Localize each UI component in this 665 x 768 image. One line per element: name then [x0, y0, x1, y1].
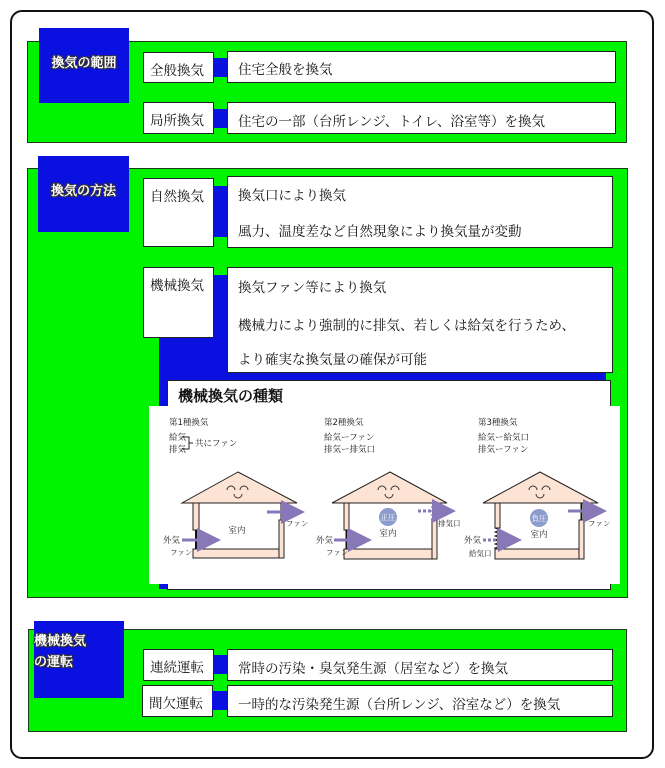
svg-text:排気: 排気 [169, 445, 187, 455]
description-line: 換気ファン等により換気 [238, 280, 387, 296]
mechanical-types-title: 機械換気の種類 [178, 387, 284, 405]
svg-text:ファン: ファン [170, 548, 193, 557]
svg-text:給気口: 給気口 [469, 549, 492, 558]
operation-description-intermittent: 一時的な汚染発生源（台所レンジ、浴室など）を換気 [227, 685, 613, 717]
house-type3-icon [464, 472, 610, 559]
connector [213, 186, 228, 237]
scope-description-general: 住宅全般を換気 [227, 51, 616, 83]
method-label-natural: 自然換気 [143, 178, 214, 247]
ventilation-types-diagram [149, 406, 620, 584]
svg-text:負圧: 負圧 [531, 514, 547, 523]
type1-header [169, 417, 237, 455]
scope-label-general: 全般換気 [143, 52, 214, 83]
operation-label-intermittent: 間欠運転 [142, 685, 213, 717]
svg-text:ファン: ファン [326, 548, 349, 557]
svg-text:室内: 室内 [530, 530, 548, 540]
connector [213, 655, 228, 674]
type2-header [324, 417, 375, 455]
operation-title-line2: の運転 [34, 655, 74, 670]
svg-text:外気: 外気 [162, 536, 180, 546]
description-line: 機械力により強制的に排気、若しくは給気を行うため、 [238, 318, 575, 334]
svg-text:給気: 給気 [169, 433, 187, 443]
svg-text:第2種換気: 第2種換気 [324, 418, 364, 428]
svg-text:排気口: 排気口 [438, 519, 461, 528]
method-description-natural [227, 176, 613, 248]
svg-text:給気ー給気口: 給気ー給気口 [478, 433, 530, 443]
type3-header [478, 417, 529, 455]
scope-label-local: 局所換気 [143, 102, 214, 134]
svg-text:第3種換気: 第3種換気 [478, 418, 518, 428]
svg-text:外気: 外気 [463, 536, 481, 546]
svg-text:第1種換気: 第1種換気 [169, 418, 209, 428]
svg-text:ファン: ファン [286, 519, 309, 528]
connector [213, 58, 228, 77]
svg-text:給気ーファン: 給気ーファン [324, 433, 375, 443]
method-section-title: 換気の方法 [38, 156, 129, 232]
method-description-mechanical [227, 267, 613, 373]
scope-description-local: 住宅の一部（台所レンジ、トイレ、浴室等）を換気 [227, 102, 616, 134]
operation-title-line1: 機械換気 [34, 634, 87, 649]
operation-label-continuous: 連続運転 [143, 649, 214, 681]
operation-section-title [34, 621, 124, 698]
svg-text:ファン: ファン [588, 519, 611, 528]
svg-text:排気ー排気口: 排気ー排気口 [324, 445, 376, 455]
svg-text:室内: 室内 [379, 529, 397, 539]
house-type2-icon [316, 472, 461, 559]
connector [212, 691, 228, 710]
operation-description-continuous: 常時の汚染・臭気発生源（居室など）を換気 [227, 649, 613, 681]
svg-text:排気ーファン: 排気ーファン [478, 445, 529, 455]
description-line: より確実な換気量の確保が可能 [238, 352, 427, 368]
method-label-mechanical: 機械換気 [143, 267, 214, 338]
description-line: 風力、温度差など自然現象により換気量が変動 [238, 224, 522, 240]
description-line: 換気口により換気 [238, 188, 346, 204]
house-type1-icon [163, 472, 308, 558]
scope-section-title: 換気の範囲 [39, 28, 129, 103]
connector [213, 109, 228, 128]
svg-text:共にファン: 共にファン [195, 439, 238, 449]
svg-text:外気: 外気 [315, 536, 333, 546]
svg-text:正圧: 正圧 [380, 513, 396, 522]
svg-text:室内: 室内 [228, 526, 246, 536]
